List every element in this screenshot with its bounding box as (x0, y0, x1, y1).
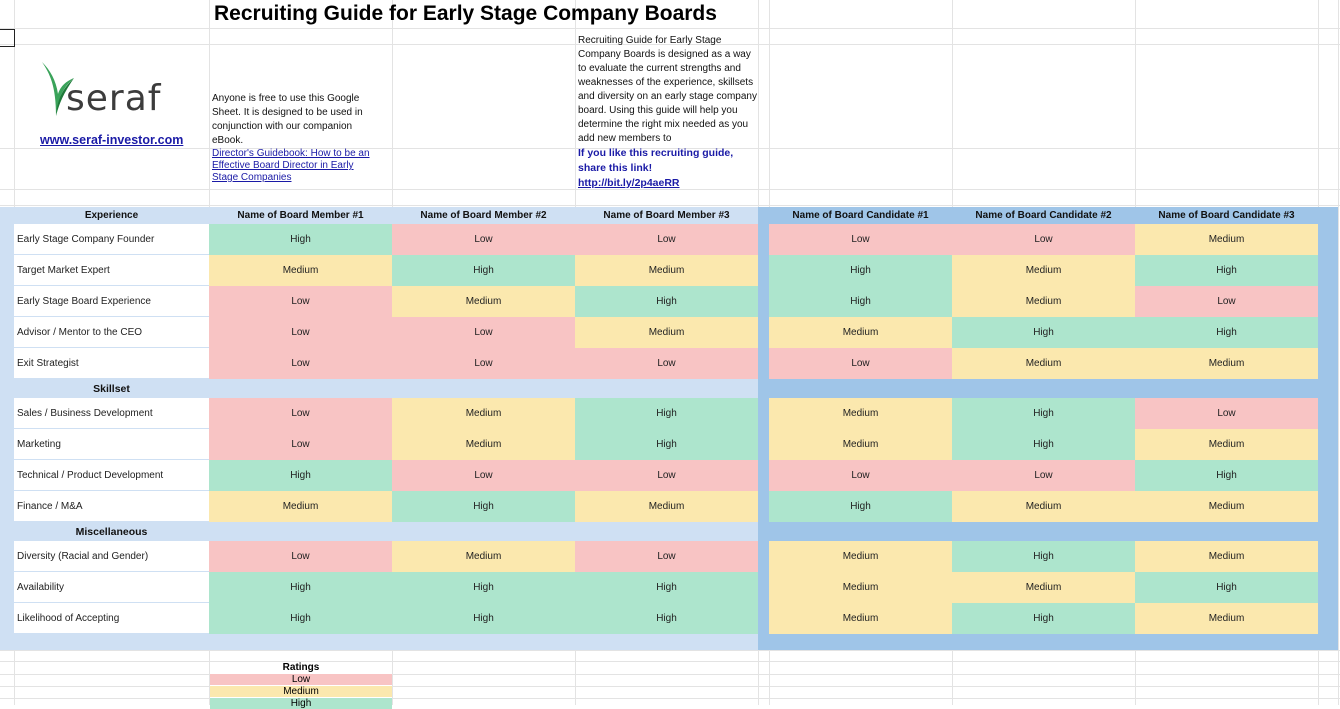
column-header: Name of Board Candidate #3 (1158, 210, 1295, 221)
rating-cell[interactable]: Medium (1135, 491, 1318, 522)
rating-cell[interactable]: High (769, 286, 952, 317)
row-label: Early Stage Company Founder (14, 224, 209, 254)
grid-row-line (0, 205, 1340, 206)
rating-cell[interactable]: Low (952, 460, 1135, 491)
seraf-logo (36, 58, 166, 124)
rating-cell[interactable]: High (952, 398, 1135, 429)
rating-cell[interactable]: Low (392, 317, 575, 348)
rating-cell[interactable]: High (575, 603, 758, 634)
description-text: Recruiting Guide for Early Stage Company Boards is designed as a way to evaluate the current strengths and weaknesses of the experience, skillsets and diversity on an early stage company board. Using this guide will help you determine the right mix needed as you add new members to (578, 35, 757, 144)
rating-cell[interactable]: Medium (769, 603, 952, 634)
section-header-miscellaneous: Miscellaneous (75, 525, 148, 538)
row-label: Diversity (Racial and Gender) (14, 541, 209, 571)
guidebook-link[interactable]: Director's Guidebook: How to be an Effective Board Director in Early Stage Companies (212, 148, 370, 183)
rating-cell[interactable]: Medium (769, 541, 952, 572)
rating-cell[interactable]: Medium (392, 541, 575, 572)
ratings-legend-title: Ratings (282, 662, 320, 673)
rating-cell[interactable]: Medium (1135, 429, 1318, 460)
row-label: Advisor / Mentor to the CEO (14, 317, 209, 347)
grid-row-line (0, 28, 1340, 29)
rating-cell[interactable]: High (952, 541, 1135, 572)
rating-cell[interactable]: Low (1135, 398, 1318, 429)
grid-row-line (0, 674, 1340, 675)
description-block (578, 34, 758, 188)
grid-column-line (1338, 0, 1339, 705)
column-header: Name of Board Candidate #2 (975, 210, 1112, 221)
row-label: Exit Strategist (14, 348, 209, 378)
rating-cell[interactable]: High (575, 286, 758, 317)
rating-cell[interactable]: Low (209, 398, 392, 429)
rating-cell[interactable]: High (575, 398, 758, 429)
row-label: Marketing (14, 429, 209, 459)
column-header: Name of Board Candidate #1 (792, 210, 929, 221)
ratings-legend-high: High (210, 698, 392, 709)
rating-cell[interactable]: Low (392, 348, 575, 379)
rating-cell[interactable]: High (209, 572, 392, 603)
rating-cell[interactable]: Medium (952, 255, 1135, 286)
row-label: Early Stage Board Experience (14, 286, 209, 316)
rating-cell[interactable]: Low (1135, 286, 1318, 317)
rating-cell[interactable]: High (952, 603, 1135, 634)
rating-cell[interactable]: Low (575, 348, 758, 379)
rating-cell[interactable]: High (575, 429, 758, 460)
rating-cell[interactable]: Medium (575, 491, 758, 522)
grid-row-line (0, 650, 1340, 651)
rating-cell[interactable]: High (769, 255, 952, 286)
rating-cell[interactable]: Medium (1135, 603, 1318, 634)
ratings-legend-low: Low (210, 674, 392, 685)
row-label: Availability (14, 572, 209, 602)
rating-cell[interactable]: High (392, 491, 575, 522)
rating-cell[interactable]: Low (575, 541, 758, 572)
section-header-skillset: Skillset (93, 382, 130, 395)
rating-cell[interactable]: Medium (952, 348, 1135, 379)
intro-text-block (212, 92, 382, 184)
rating-cell[interactable]: Medium (209, 491, 392, 522)
rating-cell[interactable]: Medium (209, 255, 392, 286)
intro-text: Anyone is free to use this Google Sheet. It is designed to be used in conjunction with our companion eBook. (212, 93, 363, 146)
rating-cell[interactable]: High (209, 460, 392, 491)
share-text: If you like this recruiting guide, share this link! (578, 147, 734, 174)
column-header: Name of Board Member #2 (420, 210, 547, 221)
rating-cell[interactable]: Medium (952, 286, 1135, 317)
rating-cell[interactable]: High (392, 572, 575, 603)
rating-cell[interactable]: Low (392, 224, 575, 255)
rating-cell[interactable]: Medium (1135, 348, 1318, 379)
rating-cell[interactable]: Medium (392, 429, 575, 460)
rating-cell[interactable]: High (392, 255, 575, 286)
row-label: Finance / M&A (14, 491, 209, 521)
rating-cell[interactable]: Medium (952, 491, 1135, 522)
rating-cell[interactable]: High (1135, 460, 1318, 491)
rating-cell[interactable]: High (575, 572, 758, 603)
section-header-experience: Experience (84, 210, 139, 221)
rating-cell[interactable]: High (209, 224, 392, 255)
row-label: Technical / Product Development (14, 460, 209, 490)
rating-cell[interactable]: Low (209, 317, 392, 348)
rating-cell[interactable]: Low (952, 224, 1135, 255)
rating-cell[interactable]: Medium (769, 317, 952, 348)
page-title: Recruiting Guide for Early Stage Company Boards (214, 2, 717, 25)
rating-cell[interactable]: Medium (769, 398, 952, 429)
rating-cell[interactable]: Medium (392, 286, 575, 317)
logo-wordmark: seraf (66, 78, 162, 119)
rating-cell[interactable]: Low (769, 348, 952, 379)
ratings-legend-medium: Medium (210, 686, 392, 697)
grid-row-line (0, 698, 1340, 699)
rating-cell[interactable]: High (209, 603, 392, 634)
row-label: Target Market Expert (14, 255, 209, 285)
rating-cell[interactable]: Low (769, 460, 952, 491)
rating-cell[interactable]: Medium (769, 429, 952, 460)
column-header: Name of Board Member #1 (237, 210, 364, 221)
grid-row-line (0, 661, 1340, 662)
grid-row-line (0, 686, 1340, 687)
cell-selection-handle[interactable] (0, 29, 15, 47)
rating-cell[interactable]: Medium (575, 317, 758, 348)
rating-cell[interactable]: Medium (392, 398, 575, 429)
rating-cell[interactable]: Medium (575, 255, 758, 286)
rating-cell[interactable]: Low (575, 460, 758, 491)
rating-cell[interactable]: Medium (952, 572, 1135, 603)
rating-cell[interactable]: Medium (1135, 541, 1318, 572)
rating-cell[interactable]: Medium (1135, 224, 1318, 255)
rating-cell[interactable]: Low (209, 541, 392, 572)
rating-cell[interactable]: High (769, 491, 952, 522)
rating-cell[interactable]: Low (575, 224, 758, 255)
rating-cell[interactable]: High (392, 603, 575, 634)
rating-cell[interactable]: Low (769, 224, 952, 255)
rating-cell[interactable]: High (1135, 255, 1318, 286)
rating-cell[interactable]: High (952, 429, 1135, 460)
column-header: Name of Board Member #3 (603, 210, 730, 221)
rating-cell[interactable]: Medium (769, 572, 952, 603)
rating-cell[interactable]: Low (392, 460, 575, 491)
rating-cell[interactable]: Low (209, 348, 392, 379)
rating-cell[interactable]: Low (209, 286, 392, 317)
row-label: Likelihood of Accepting (14, 603, 209, 633)
rating-cell[interactable]: High (1135, 317, 1318, 348)
rating-cell[interactable]: Low (209, 429, 392, 460)
rating-cell[interactable]: High (1135, 572, 1318, 603)
row-label: Sales / Business Development (14, 398, 209, 428)
grid-row-line (0, 189, 1340, 190)
seraf-website-link[interactable]: www.seraf-investor.com (40, 133, 184, 147)
share-link[interactable]: http://bit.ly/2p4aeRR (578, 177, 680, 188)
rating-cell[interactable]: High (952, 317, 1135, 348)
